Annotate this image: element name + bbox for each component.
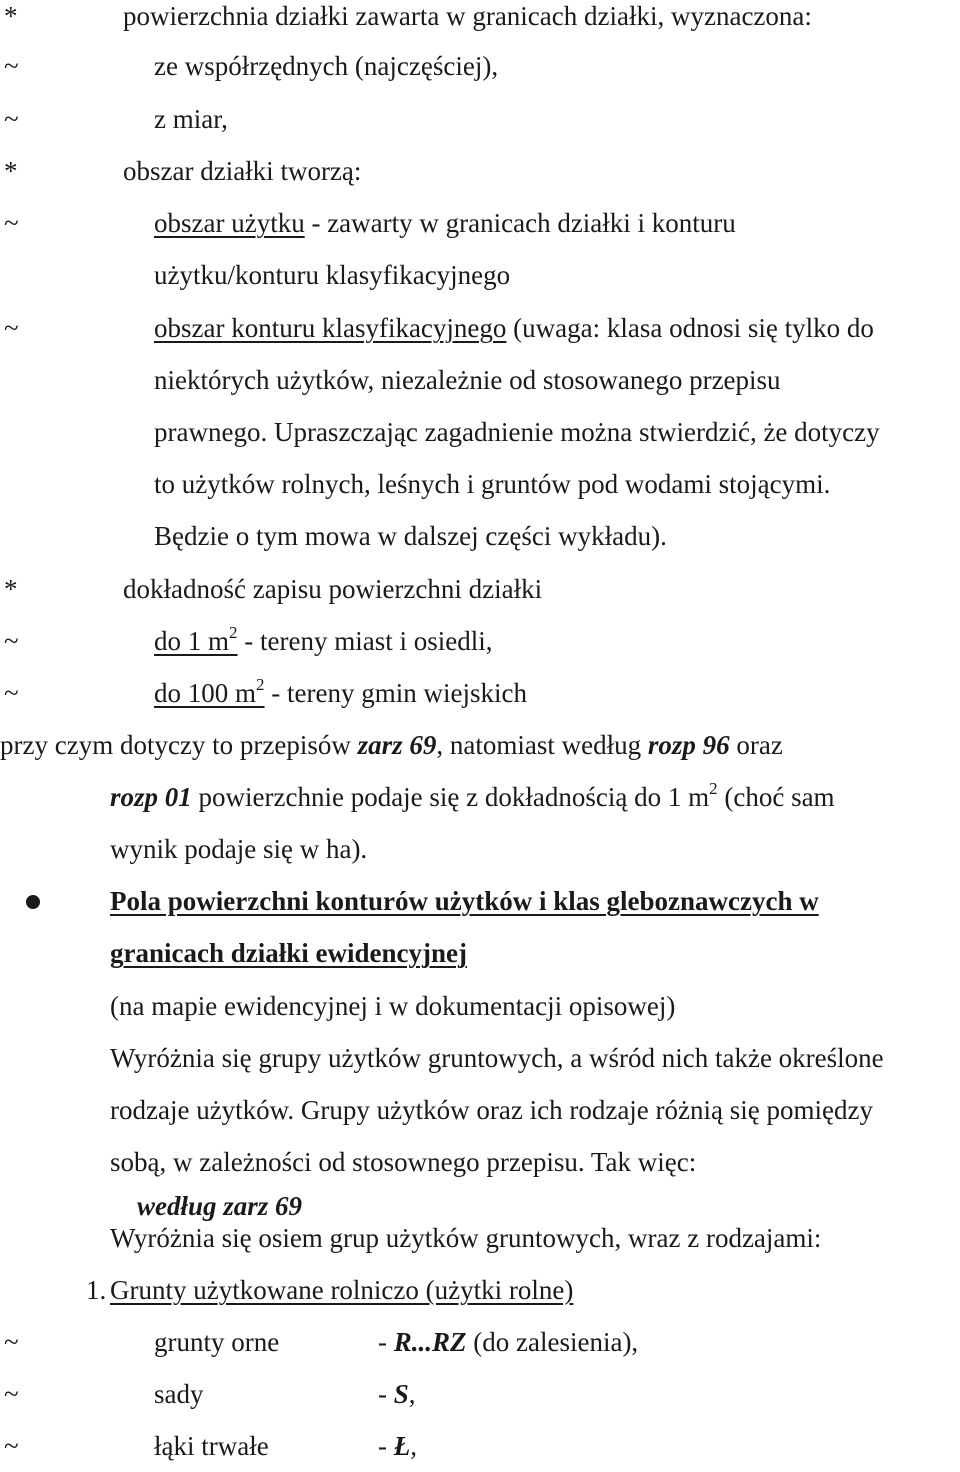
underlined-term: do 100 $m^2$ (154, 675, 265, 708)
land-type-code: - R...RZ (do zalesienia), (378, 1327, 639, 1357)
line-text: Wyróżnia się grupy użytków gruntowych, a wśród nich także określone (110, 1043, 884, 1073)
tilde-marker: ~ (4, 1431, 19, 1461)
tilde-marker: ~ (4, 208, 19, 238)
line-text: obszar użytku - zawarty w granicach działki i konturu (154, 208, 736, 238)
line-text: Wyróżnia się osiem grup użytków gruntowych, wraz z rodzajami: (110, 1223, 822, 1253)
line-text: niektórych użytków, niezależnie od stosowanego przepisu (154, 365, 781, 395)
line-text: (na mapie ewidencyjnej i w dokumentacji opisowej) (110, 991, 676, 1021)
tilde-marker: ~ (4, 51, 19, 81)
line-text: przy czym dotyczy to przepisów zarz 69, natomiast według rozp 96 oraz (0, 730, 783, 760)
land-type-code: - S, (378, 1379, 416, 1409)
line-text: powierzchnia działki zawarta w granicach działki, wyznaczona: (123, 1, 812, 31)
line-text: Będzie o tym mowa w dalszej części wykładu). (154, 521, 667, 551)
item-number: 1. (86, 1275, 107, 1305)
land-type-name: łąki trwałe (154, 1431, 269, 1461)
underlined-term: obszar użytku (154, 208, 305, 238)
tilde-marker: ~ (4, 1327, 19, 1357)
bullet-dot-icon (26, 895, 40, 909)
line-text: rodzaje użytków. Grupy użytków oraz ich rodzaje różnią się pomiędzy (110, 1095, 873, 1125)
line-text: obszar działki tworzą: (123, 156, 362, 186)
line-text: rozp 01 powierzchnie podaje się z dokładnością do 1 $m^2$ (choć sam (110, 779, 835, 812)
line-text: do 100 $m^2$ - tereny gmin wiejskich (154, 675, 527, 708)
asterisk-marker: * (4, 574, 18, 604)
line-text: użytku/konturu klasyfikacyjnego (154, 260, 511, 290)
line-text: obszar konturu klasyfikacyjnego (uwaga: klasa odnosi się tylko do (154, 313, 874, 343)
line-text: do 1 $m^2$ - tereny miast i osiedli, (154, 623, 493, 656)
line-text: dokładność zapisu powierzchni działki (123, 574, 543, 604)
tilde-marker: ~ (4, 626, 19, 656)
line-text: prawnego. Upraszczając zagadnienie można stwierdzić, że dotyczy (154, 417, 880, 447)
regulation-ref: zarz 69 (357, 730, 437, 760)
land-type-code: - Ł, (378, 1431, 417, 1461)
asterisk-marker: * (4, 156, 18, 186)
regulation-ref: rozp 96 (647, 730, 730, 760)
tilde-marker: ~ (4, 104, 19, 134)
line-text: to użytków rolnych, leśnych i gruntów pod wodami stojącymi. (154, 469, 831, 499)
item-text: Grunty użytkowane rolniczo (użytki rolne) (110, 1275, 574, 1305)
subheading-text: według zarz 69 (137, 1191, 303, 1221)
land-type-name: grunty orne (154, 1327, 280, 1357)
tilde-marker: ~ (4, 678, 19, 708)
underlined-term: obszar konturu klasyfikacyjnego (154, 313, 507, 343)
tilde-marker: ~ (4, 1379, 19, 1409)
asterisk-marker: * (4, 1, 18, 31)
tilde-marker: ~ (4, 313, 19, 343)
regulation-ref: rozp 01 (110, 782, 192, 812)
line-text: z miar, (154, 104, 228, 134)
line-text: ze współrzędnych (najczęściej), (154, 51, 499, 81)
line-text: sobą, w zależności od stosownego przepisu. Tak więc: (110, 1147, 697, 1177)
land-type-name: sady (154, 1379, 204, 1409)
underlined-term: do 1 $m^2$ (154, 623, 238, 656)
heading-text: granicach działki ewidencyjnej (110, 938, 467, 968)
heading-text: Pola powierzchni konturów użytków i klas gleboznawczych w (110, 886, 819, 916)
line-text: wynik podaje się w ha). (110, 834, 368, 864)
